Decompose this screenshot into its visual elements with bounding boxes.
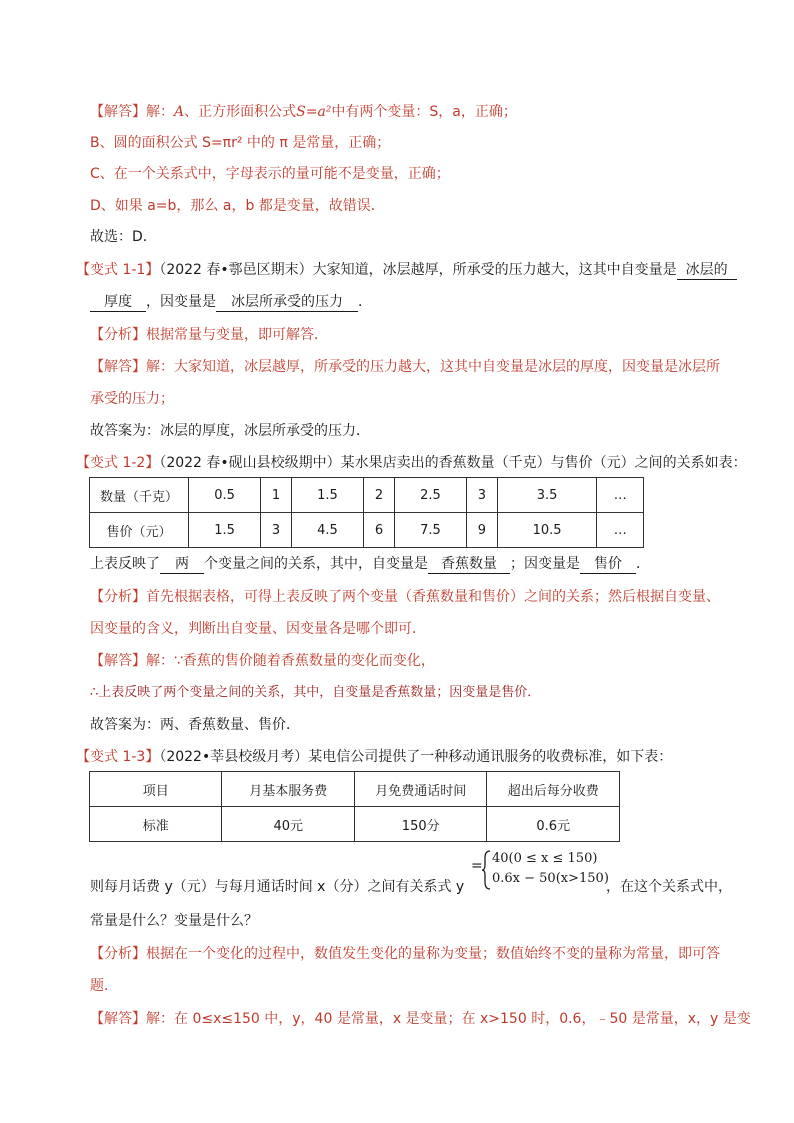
answer-tag: 【解答】: [90, 104, 146, 120]
variant-1-2-fill: 上表反映了 两 个变量之间的关系，其中，自变量是 香蕉数量 ；因变量是 售价 ．: [90, 556, 650, 572]
relation-question: 常量是什么？变量是什么？: [90, 913, 258, 929]
answer-line-3: C、在一个关系式中，字母表示的量可能不是变量，正确；: [90, 166, 450, 182]
relation-text: 则每月话费 y（元）与每月通话时间 x（分）之间有关系式 y: [90, 879, 465, 895]
table-row: 项目 月基本服务费 月免费通话时间 超出后每分收费: [90, 772, 620, 807]
variant-1-3-analysis: 【分析】根据在一个变化的过程中，数值发生变化的量称为变量；数值始终不变的量称为常量，即可答: [90, 946, 720, 962]
fee-table: [89, 771, 620, 842]
answer-conclusion: 故选：D．: [90, 229, 157, 245]
variant-1-3-answer: 【解答】解：在 0≤x≤150 中，y，40 是常量，x 是变量；在 x>150 时，0.6，﹣50 是常量，x，y 是变: [90, 1011, 751, 1027]
variant-1-1-answer: 【解答】解：大家知道，冰层越厚，所承受的压力越大，这其中自变量是冰层的厚度，因变量是冰层所: [90, 359, 720, 375]
table-row: 数量（千克） 0.5 1 1.5 2 2.5 3 3.5 …: [90, 478, 644, 513]
variant-1-1-question-cont: 厚度 ，因变量是 冰层所承受的压力 ．: [90, 292, 372, 312]
variant-1-1-final: 故答案为：冰层的厚度，冰层所承受的压力．: [90, 423, 370, 439]
variant-1-2-analysis: 【分析】首先根据表格，可得上表反映了两个变量（香蕉数量和售价）之间的关系；然后根据自变量、: [90, 589, 720, 605]
blank-dependent: 冰层所承受的压力: [216, 293, 358, 312]
blank-independent: 香蕉数量: [428, 555, 510, 574]
equals-sign: =: [471, 858, 483, 874]
answer-line-4: D、如果 a=b，那么 a，b 都是变量，故错误．: [90, 198, 385, 214]
blank-dependent: 售价: [580, 555, 636, 574]
variant-1-2-analysis-cont: 因变量的含义，判断出自变量、因变量各是哪个即可．: [90, 621, 426, 637]
blank-independent-a: 冰层的: [677, 261, 737, 280]
left-brace-icon: [482, 850, 492, 890]
relation-text-cont: ，在这个关系式中，: [606, 879, 732, 895]
variant-1-3-analysis-cont: 题．: [90, 978, 118, 994]
variant-1-1-analysis: 【分析】根据常量与变量，即可解答．: [90, 327, 328, 343]
table-row: 标准 40元 150分 0.6元: [90, 807, 620, 842]
answer-line-1: 【解答】解：A、正方形面积公式S=a²中有两个变量：S，a，正确；: [90, 104, 517, 120]
variant-1-2-final: 故答案为：两、香蕉数量、售价．: [90, 717, 300, 733]
variant-1-1-question: 【变式 1-1】（2022 春•鄠邑区期末）大家知道，冰层越厚，所承受的压力越大，这其中自变量是 冰层的: [76, 260, 737, 280]
banana-table: [89, 477, 644, 548]
variant-1-1-answer-cont: 承受的压力；: [90, 391, 174, 407]
blank-independent-b: 厚度: [90, 293, 146, 312]
variant-1-2-question: 【变式 1-2】（2022 春•砚山县校级期中）某水果店卖出的香蕉数量（千克）与售价（元）之间的关系如表：: [76, 455, 747, 471]
table-row: 售价（元） 1.5 3 4.5 6 7.5 9 10.5 …: [90, 513, 644, 548]
variant-1-2-answer-cont: ∴上表反映了两个变量之间的关系，其中，自变量是香蕉数量；因变量是售价．: [90, 685, 541, 700]
variant-1-2-answer: 【解答】解：∵香蕉的售价随着香蕉数量的变化而变化，: [90, 653, 435, 669]
variant-1-3-question: 【变式 1-3】（2022•莘县校级月考）某电信公司提供了一种移动通讯服务的收费标准，如下表：: [76, 749, 673, 765]
case-2: 0.6x − 50(x>150): [492, 871, 609, 886]
case-1: 40(0 ≤ x ≤ 150): [492, 851, 598, 866]
variant-tag: 【变式 1-1】: [76, 262, 160, 278]
answer-line-2: B、圆的面积公式 S=πr² 中的 π 是常量，正确；: [90, 135, 391, 151]
blank-count: 两: [160, 555, 204, 574]
